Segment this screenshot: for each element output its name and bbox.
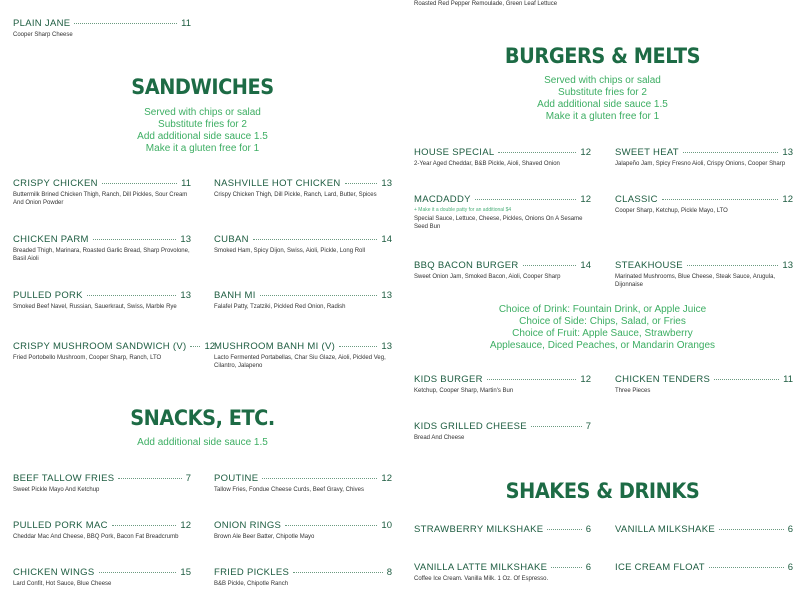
item-price: 6 [585,562,591,573]
item-price: 13 [180,234,191,245]
item-name: BEEF TALLOW FRIES [13,473,115,484]
item-name: STRAWBERRY MILKSHAKE [414,524,544,535]
menu-item-chicken-wings [13,567,191,588]
leader-dots [87,295,177,296]
leader-dots [99,572,177,573]
item-name: PLAIN JANE [13,18,71,29]
item-name: KIDS GRILLED CHEESE [414,421,527,432]
menu-item-chicken-parm [13,234,191,264]
item-price: 7 [585,421,591,432]
menu-item-kids-burger [414,374,591,395]
menu-item-cuban [214,234,392,255]
item-description: Jalapeño Jam, Spicy Fresno Aioli, Crispy Onions, Cooper Sharp [615,161,786,167]
item-name: POUTINE [214,473,259,484]
item-name: MACDADDY [414,194,471,205]
item-description: Ketchup, Cooper Sharp, Martin's Bun [414,388,514,394]
note-line: Make it a gluten free for 1 [145,143,260,154]
leader-dots [260,295,378,296]
item-description: Crispy Chicken Thigh, Dill Pickle, Ranch, Lard, Butter, Spices [214,192,377,198]
leader-dots [687,265,778,266]
item-name: FRIED PICKLES [214,567,290,578]
item-description: B&B Pickle, Chipotle Ranch [214,581,289,587]
item-name: HOUSE SPECIAL [414,147,495,158]
section-title-burgers: BURGERS & MELTS [504,44,701,68]
item-description: Three Pieces [615,388,651,394]
menu-item-ice-cream-float [615,562,793,573]
item-name: PULLED PORK MAC [13,520,108,531]
item-name: CRISPY MUSHROOM SANDWICH (V) [13,341,187,352]
item-price: 14 [580,260,591,271]
leader-dots [714,379,779,380]
menu-item-chicken-tenders [615,374,793,395]
item-price: 13 [381,341,392,352]
item-price: 13 [782,147,793,158]
item-name: BANH MI [214,290,256,301]
leader-dots [551,567,581,568]
section-title-sandwiches: SANDWICHES [131,75,274,99]
menu-item-house-special [414,147,591,168]
note-line: Choice of Fruit: Apple Sauce, Strawberry [512,328,693,339]
item-name: MUSHROOM BANH MI (V) [214,341,336,352]
item-price: 12 [204,341,216,352]
item-description: Sweet Onion Jam, Smoked Bacon, Aioli, Cooper Sharp [414,274,561,280]
menu-item-onion-rings [214,520,392,541]
item-name: CHICKEN WINGS [13,567,95,578]
menu-item-macdaddy [414,194,591,232]
item-name: CHICKEN PARM [13,234,89,245]
menu-item-crispy-chicken [13,178,191,208]
item-name: CRISPY CHICKEN [13,178,98,189]
menu-item-classic [615,194,793,215]
item-name: NASHVILLE HOT CHICKEN [214,178,341,189]
leader-dots [118,478,181,479]
item-name: CUBAN [214,234,249,245]
menu-item-beef-tallow-fries [13,473,191,494]
note-line: Choice of Side: Chips, Salad, or Fries [519,316,686,327]
leader-dots [253,239,378,240]
item-name: VANILLA LATTE MILKSHAKE [414,562,548,573]
item-description: Breaded Thigh, Marinara, Roasted Garlic Bread, Sharp Provolone, Basil Aioli [13,248,190,263]
menu-item-plain-jane [13,18,191,39]
leader-dots [345,183,378,184]
item-price: 12 [580,374,591,385]
item-price: 13 [782,260,793,271]
leader-dots [93,239,177,240]
item-price: 11 [181,18,191,29]
leader-dots [709,567,784,568]
item-price: 6 [787,524,793,535]
menu-item-pulled-pork [13,290,191,311]
leader-dots [190,346,200,347]
leader-dots [523,265,577,266]
menu-item-sweet-heat [615,147,793,168]
item-name: CHICKEN TENDERS [615,374,711,385]
item-price: 12 [180,520,191,531]
item-name: VANILLA MILKSHAKE [615,524,715,535]
menu-item-crispy-mushroom-sandwich [13,341,216,362]
item-description: Sweet Pickle Mayo And Ketchup [13,487,100,493]
section-notes-kids [470,304,735,352]
menu-item-bbq-bacon-burger [414,260,591,281]
item-name: BBQ BACON BURGER [414,260,519,271]
leader-dots [719,529,784,530]
leader-dots [475,199,577,200]
item-price: 12 [580,147,591,158]
note-line: Substitute fries for 2 [558,87,647,98]
item-name: PULLED PORK [13,290,83,301]
item-name: KIDS BURGER [414,374,483,385]
item-price: 12 [782,194,793,205]
leader-dots [74,23,177,24]
section-notes-burgers [490,75,715,123]
item-price: 11 [181,178,191,189]
menu-item-vanilla-milkshake [615,524,793,535]
item-description: Lard Confit, Hot Sauce, Blue Cheese [13,581,112,587]
item-description: Smoked Beef Navel, Russian, Sauerkraut, Swiss, Marble Rye [13,304,177,310]
item-price: 15 [180,567,191,578]
item-price: 14 [381,234,392,245]
item-name: SWEET HEAT [615,147,679,158]
item-name: ICE CREAM FLOAT [615,562,705,573]
menu-item-poutine [214,473,392,494]
item-price: 12 [381,473,392,484]
note-line: Choice of Drink: Fountain Drink, or Apple Juice [498,304,707,315]
menu-item-kids-grilled-cheese [414,421,591,442]
note-line: Served with chips or salad [144,107,261,118]
note-line: Substitute fries for 2 [158,119,247,130]
item-price: 7 [185,473,191,484]
menu-item-pulled-pork-mac [13,520,191,541]
item-description: Cooper Sharp, Ketchup, Pickle Mayo, LTO [615,208,728,214]
note-line: Add additional side sauce 1.5 [137,131,268,142]
note-line: Add additional side sauce 1.5 [537,99,668,110]
menu-item-fried-pickles [214,567,392,588]
item-description: Cheddar Mac And Cheese, BBQ Pork, Bacon Fat Breadcrumb [13,534,179,540]
item-note: + Make it a double patty for an additional $4 [414,207,512,213]
leader-dots [102,183,177,184]
item-description: Falafel Patty, Tzatziki, Pickled Red Onion, Radish [214,304,346,310]
menu-item-steakhouse [615,260,793,290]
cutoff-description: Roasted Red Pepper Remoulade, Green Leaf Lettuce [414,1,558,7]
section-notes-snacks [100,437,305,449]
leader-dots [498,152,576,153]
item-description: Marinated Mushrooms, Blue Cheese, Steak Sauce, Arugula, Dijonnaise [615,274,776,289]
item-description: Fried Portobello Mushroom, Cooper Sharp, Ranch, LTO [13,355,162,361]
item-price: 8 [386,567,392,578]
item-name: STEAKHOUSE [615,260,683,271]
item-price: 12 [580,194,591,205]
item-description: 2-Year Aged Cheddar, B&B Pickle, Aioli, Shaved Onion [414,161,560,167]
section-title-shakes: SHAKES & DRINKS [505,479,700,503]
note-line: Applesauce, Diced Peaches, or Mandarin Oranges [489,340,716,351]
section-notes-sandwiches [100,107,305,155]
item-price: 13 [180,290,191,301]
item-name: CLASSIC [615,194,658,205]
menu-item-mushroom-banh-mi [214,341,392,371]
item-price: 6 [585,524,591,535]
menu-item-nashville-hot-chicken [214,178,392,199]
leader-dots [293,572,383,573]
note-line: Add additional side sauce 1.5 [137,437,268,448]
leader-dots [662,199,779,200]
menu-item-banh-mi [214,290,392,311]
item-description: Cooper Sharp Cheese [13,32,73,38]
leader-dots [112,525,177,526]
item-description: Smoked Ham, Spicy Dijon, Swiss, Aioli, Pickle, Long Roll [214,248,366,254]
item-description: Lacto Fermented Portabellas, Char Siu Glaze, Aioli, Pickled Veg, Cilantro, Jalapeno [214,355,386,370]
item-description: Tallow Fries, Fondue Cheese Curds, Beef Gravy, Chives [214,487,364,493]
leader-dots [683,152,779,153]
leader-dots [285,525,377,526]
item-description: Bread And Cheese [414,435,465,441]
item-price: 11 [783,374,793,385]
item-description: Brown Ale Beer Batter, Chipotle Mayo [214,534,315,540]
note-line: Served with chips or salad [544,75,661,86]
menu-item-vanilla-latte-milkshake [414,562,591,583]
item-description: Buttermilk Brined Chicken Thigh, Ranch, Dill Pickles, Sour Cream And Onion Powder [13,192,188,207]
leader-dots [487,379,577,380]
item-price: 6 [787,562,793,573]
item-price: 13 [381,178,392,189]
item-price: 13 [381,290,392,301]
item-name: ONION RINGS [214,520,282,531]
item-description: Coffee Ice Cream. Vanilla Milk. 1 Oz. Of Espresso. [414,576,549,582]
leader-dots [339,346,377,347]
item-price: 10 [381,520,392,531]
item-description: Special Sauce, Lettuce, Cheese, Pickles, Onions On A Sesame Seed Bun [414,216,583,231]
leader-dots [531,426,582,427]
note-line: Make it a gluten free for 1 [545,111,660,122]
leader-dots [547,529,581,530]
leader-dots [262,478,377,479]
section-title-snacks: SNACKS, ETC. [130,406,275,430]
menu-item-strawberry-milkshake [414,524,591,535]
